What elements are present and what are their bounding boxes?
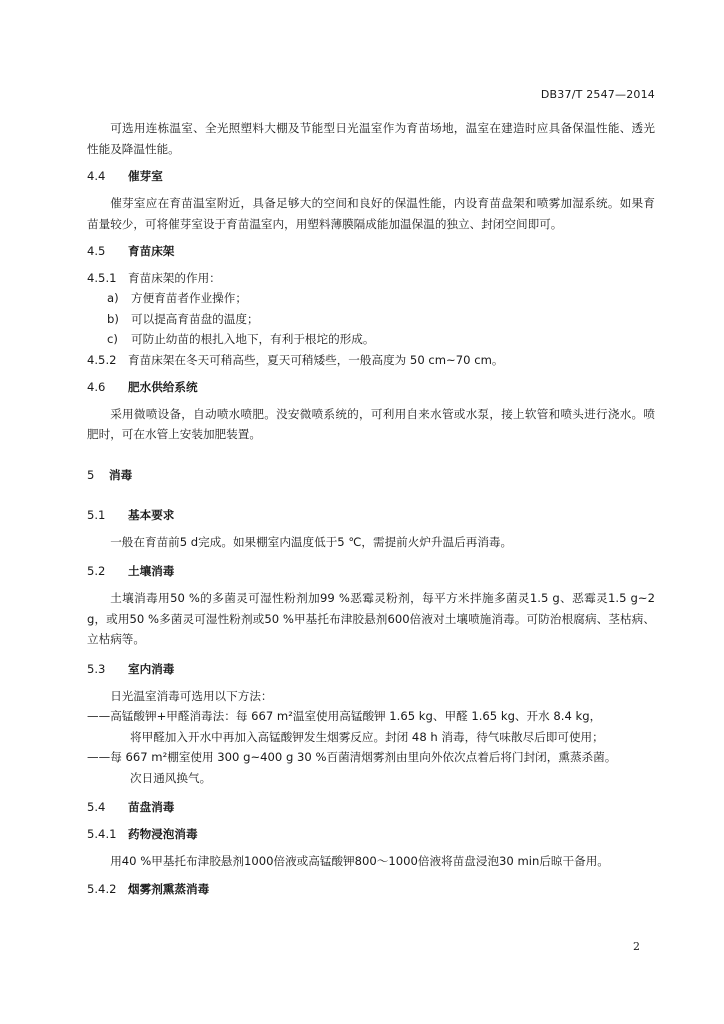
paragraph-4-4: 催芽室应在育苗温室附近，具备足够大的空间和良好的保温性能，内设育苗盘架和喷雾加湿系统。如果育苗量较少，可将催芽室设于育苗温室内，用塑料薄膜隔成能加温保温的独立、封闭空间即可。 bbox=[87, 196, 655, 231]
heading-5-3: 5.3 室内消毒 bbox=[87, 661, 175, 676]
paragraph-5-1: 一般在育苗前5 d完成。如果棚室内温度低于5 ℃，需提前火炉升温后再消毒。 bbox=[110, 534, 513, 549]
dash-item-1-continued: 将甲醛加入开水中再加入高锰酸钾发生烟雾反应。封闭 48 h 消毒，待气味散尽后即可使用； bbox=[130, 729, 604, 744]
intro-paragraph: 可选用连栋温室、全光照塑料大棚及节能型日光温室作为育苗场地，温室在建造时应具备保温性能、透光性能及降温性能。 bbox=[87, 121, 655, 156]
dash-item-2: ——每 667 m²棚室使用 300 g~400 g 30 %百菌清烟雾剂由里向外依次点着后将门封闭，熏蒸杀菌。 bbox=[87, 750, 617, 764]
clause-4-5-2: 4.5.2 育苗床架在冬天可稍高些，夏天可稍矮些，一般高度为 50 cm~70 cm。 bbox=[87, 352, 504, 367]
heading-4-4: 4.4 催芽室 bbox=[87, 169, 163, 183]
dash-item-2-continued: 次日通风换气。 bbox=[130, 770, 212, 785]
page-content bbox=[87, 118, 655, 899]
paragraph-5-3-intro: 日光温室消毒可选用以下方法： bbox=[110, 688, 273, 703]
page-number: 2 bbox=[633, 940, 640, 953]
list-item-c: c) 可防止幼苗的根扎入地下，有利于根坨的形成。 bbox=[107, 332, 375, 346]
clause-4-5-1: 4.5.1 育苗床架的作用： bbox=[87, 271, 221, 285]
standard-code: DB37/T 2547—2014 bbox=[540, 88, 655, 101]
heading-4-5: 4.5 育苗床架 bbox=[87, 244, 175, 258]
heading-4-6: 4.6 肥水供给系统 bbox=[87, 379, 198, 394]
heading-5-1: 5.1 基本要求 bbox=[87, 507, 175, 522]
dash-item-1: ——高锰酸钾+甲醛消毒法：每 667 m²温室使用高锰酸钾 1.65 kg、甲醛 1.65 kg、开水 8.4 kg， bbox=[87, 709, 602, 723]
list-item-b: b) 可以提高育苗盘的温度； bbox=[107, 311, 259, 326]
paragraph-5-4-1: 用40 %甲基托布津胶悬剂1000倍液或高锰酸钾800～1000倍液将苗盘浸泡30 min后晾干备用。 bbox=[110, 854, 609, 868]
paragraph-5-2: 土壤消毒用50 %的多菌灵可湿性粉剂加99 %恶霉灵粉剂，每平方米拌施多菌灵1.5 g、恶霉灵1.5 g~2 g，或用50 %多菌灵可湿性粉剂或50 %甲基托布津胶悬剂600倍液对土壤喷施消毒。可防治根腐病、茎枯病、立枯病等。 bbox=[87, 591, 655, 646]
heading-5: 5 消毒 bbox=[87, 467, 133, 482]
heading-5-2: 5.2 土壤消毒 bbox=[87, 564, 175, 578]
heading-5-4: 5.4 苗盘消毒 bbox=[87, 800, 175, 814]
heading-5-4-1: 5.4.1 药物浸泡消毒 bbox=[87, 827, 198, 841]
heading-5-4-2: 5.4.2 烟雾剂熏蒸消毒 bbox=[87, 881, 210, 896]
list-item-a: a) 方便育苗者作业操作； bbox=[107, 291, 247, 305]
paragraph-4-6: 采用微喷设备，自动喷水喷肥。没安微喷系统的，可利用自来水管或水泵，接上软管和喷头进行浇水。喷肥时，可在水管上安装加肥装置。 bbox=[87, 406, 655, 441]
